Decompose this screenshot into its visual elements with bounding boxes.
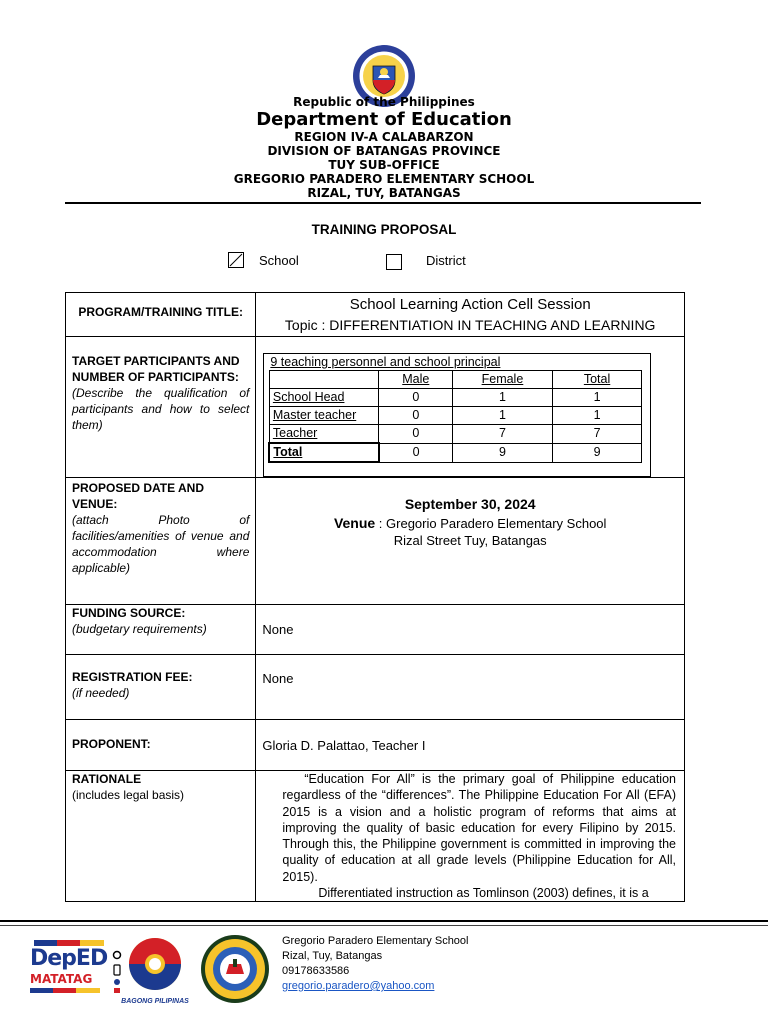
cell: 0 (379, 425, 453, 444)
program-topic: Topic : DIFFERENTIATION IN TEACHING AND LEARNING (284, 317, 656, 333)
participants-table (268, 370, 642, 463)
participants-desc: (Describe the qualification of participants and how to select them) (72, 386, 250, 432)
funding-desc: (budgetary requirements) (72, 622, 207, 636)
footer-divider-thin (0, 925, 768, 926)
doc-title: TRAINING PROPOSAL (311, 222, 457, 237)
row-label: School Head (269, 389, 379, 407)
deped-wordmark: DepED (30, 946, 108, 971)
header-school: GREGORIO PARADERO ELEMENTARY SCHOOL (233, 172, 535, 186)
footer-divider (0, 920, 768, 922)
participants-row (66, 337, 685, 478)
cell: 1 (552, 407, 642, 425)
table-row (269, 407, 642, 425)
footer-contact (282, 934, 468, 994)
deped-matatag-logo (30, 940, 110, 1002)
proponent-row (66, 720, 685, 771)
cell: 1 (552, 389, 642, 407)
footer-address: Rizal, Tuy, Batangas (282, 950, 383, 962)
participants-box (263, 353, 651, 477)
proposal-table (65, 292, 685, 902)
table-row (269, 389, 642, 407)
proponent-label: PROPONENT: (72, 737, 151, 751)
date-value: September 30, 2024 (404, 496, 536, 512)
row-label: Master teacher (269, 407, 379, 425)
table-row (269, 425, 642, 444)
cell: 0 (379, 443, 453, 462)
footer-school: Gregorio Paradero Elementary School (282, 935, 469, 947)
program-row (66, 293, 685, 337)
table-row (269, 443, 642, 462)
venue-label: Venue (333, 515, 376, 531)
bagong-pilipinas-logo (118, 936, 192, 1005)
proponent-value: Gloria D. Palattao, Teacher I (262, 738, 426, 753)
header-department: Department of Education (256, 109, 512, 130)
cell: 0 (379, 389, 453, 407)
program-title: School Learning Action Cell Session (349, 296, 591, 313)
district-option-label: District (426, 253, 466, 268)
rationale-desc: (includes legal basis) (72, 788, 185, 802)
registration-label: REGISTRATION FEE: (72, 670, 193, 684)
district-checkbox[interactable] (386, 254, 402, 270)
funding-row (66, 605, 685, 655)
school-checkbox[interactable] (228, 252, 244, 268)
participants-label: TARGET PARTICIPANTS AND NUMBER OF PARTICIPANTS: (72, 354, 240, 384)
footer-email-link[interactable]: gregorio.paradero@yahoo.com (282, 980, 435, 992)
cell: 9 (552, 443, 642, 462)
participants-summary: 9 teaching personnel and school principal (270, 355, 501, 369)
matatag-wordmark: MATATAG (30, 972, 93, 986)
cell: 7 (453, 425, 553, 444)
header-suboffice: TUY SUB-OFFICE (328, 158, 440, 172)
cell: 1 (453, 389, 553, 407)
rationale-row (66, 771, 685, 902)
header-divider (65, 202, 701, 204)
col-male: Male (379, 371, 453, 389)
col-female: Female (453, 371, 553, 389)
cell: 0 (379, 407, 453, 425)
funding-label: FUNDING SOURCE: (72, 606, 186, 620)
row-label: Total (269, 443, 379, 462)
col-total: Total (552, 371, 642, 389)
venue-address: Rizal Street Tuy, Batangas (393, 533, 547, 548)
cell: 7 (552, 425, 642, 444)
rationale-label: RATIONALE (72, 772, 142, 786)
program-label: PROGRAM/TRAINING TITLE: (78, 305, 244, 319)
funding-value: None (262, 622, 294, 637)
rationale-paragraph-1: “Education For All” is the primary goal of Philippine education regardless of the “differences”. The Philippine Education For All (EFA) 2015 is a vision and a holistic program of reforms that aims at improving the quality of basic education for every Filipino by 2015. Through this, the Philippine government is committed in improving the quality of education at all grade levels (Philippine Education for All, 2015). (282, 772, 676, 884)
row-label: Teacher (269, 425, 379, 444)
cell: 9 (453, 443, 553, 462)
header-region: REGION IV-A CALABARZON (294, 130, 474, 144)
registration-desc: (if needed) (72, 686, 130, 700)
header-division: DIVISION OF BATANGAS PROVINCE (267, 144, 501, 158)
registration-row (66, 655, 685, 720)
school-seal (200, 934, 270, 1004)
school-option-label: School (259, 253, 299, 268)
date-desc: (attach Photo of facilities/amenities of venue and accommodation where applicable) (72, 513, 250, 575)
cell: 1 (453, 407, 553, 425)
footer-phone: 09178633586 (282, 965, 350, 977)
bagong-pilipinas-text: BAGONG PILIPINAS (121, 998, 189, 1005)
registration-value: None (262, 671, 294, 686)
venue-value: : Gregorio Paradero Elementary School (375, 516, 607, 531)
header-address: RIZAL, TUY, BATANGAS (307, 186, 461, 200)
date-label: PROPOSED DATE AND VENUE: (72, 481, 205, 511)
header-country: Republic of the Philippines (293, 95, 475, 109)
date-row (66, 478, 685, 605)
rationale-paragraph-2: Differentiated instruction as Tomlinson (2003) defines, it is a (318, 886, 649, 901)
check-mark-icon (229, 253, 243, 267)
